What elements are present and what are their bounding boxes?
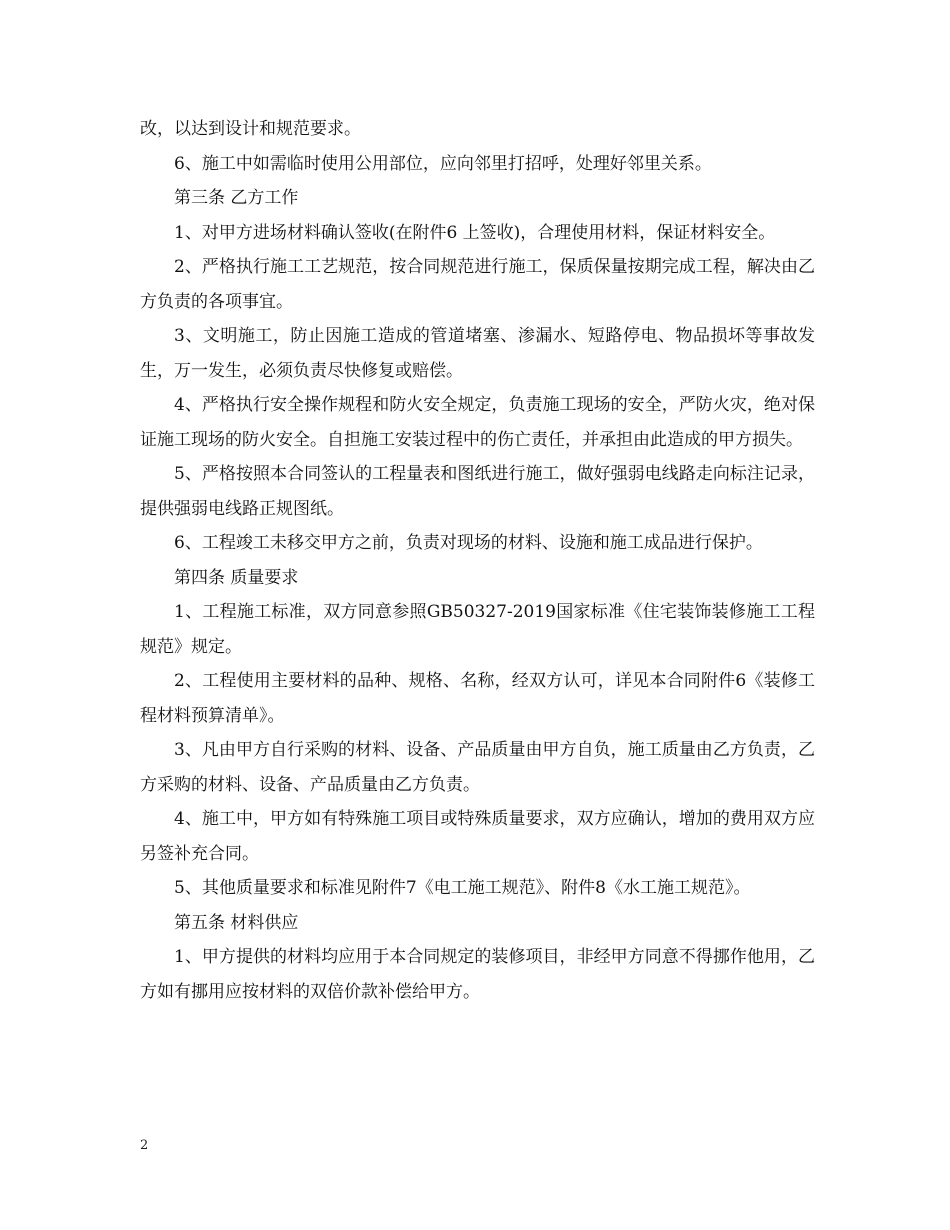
paragraph-item: 1、甲方提供的材料均应用于本合同规定的装修项目，非经甲方同意不得挪作他用，乙方如有挪用应按材料的双倍价款补偿给甲方。	[140, 947, 815, 1002]
paragraph-item: 1、工程施工标准，双方同意参照GB50327-2019国家标准《住宅装饰装修施工工程规范》规定。	[140, 602, 815, 657]
paragraph-item: 4、施工中，甲方如有特殊施工项目或特殊质量要求，双方应确认，增加的费用双方应另签补充合同。	[140, 809, 815, 864]
paragraph-item: 4、严格执行安全操作规程和防火安全规定，负责施工现场的安全，严防火灾，绝对保证施工现场的防火安全。自担施工安装过程中的伤亡责任，并承担由此造成的甲方损失。	[140, 395, 815, 450]
document-body	[140, 112, 815, 1009]
paragraph-item: 6、施工中如需临时使用公用部位，应向邻里打招呼，处理好邻里关系。	[174, 153, 712, 174]
paragraph-item: 5、严格按照本合同签认的工程量表和图纸进行施工，做好强弱电线路走向标注记录，提供强弱电线路正规图纸。	[140, 464, 815, 519]
paragraph-item: 3、文明施工，防止因施工造成的管道堵塞、渗漏水、短路停电、物品损坏等事故发生，万一发生，必须负责尽快修复或赔偿。	[140, 326, 815, 381]
section-heading: 第四条 质量要求	[174, 567, 299, 588]
paragraph-continuation: 改，以达到设计和规范要求。	[140, 119, 361, 139]
paragraph-item: 3、凡由甲方自行采购的材料、设备、产品质量由甲方自负，施工质量由乙方负责，乙方采购的材料、设备、产品质量由乙方负责。	[140, 740, 815, 795]
paragraph-item: 6、工程竣工未移交甲方之前，负责对现场的材料、设施和施工成品进行保护。	[174, 533, 763, 553]
paragraph-item: 1、对甲方进场材料确认签收(在附件6 上签收)，合理使用材料，保证材料安全。	[174, 222, 776, 243]
paragraph-item: 2、工程使用主要材料的品种、规格、名称，经双方认可，详见本合同附件6《装修工程材料预算清单》。	[140, 671, 815, 726]
paragraph-item: 2、严格执行施工工艺规范，按合同规范进行施工，保质保量按期完成工程，解决由乙方负责的各项事宜。	[140, 257, 815, 312]
section-heading: 第五条 材料供应	[174, 912, 299, 933]
page-number: 2	[140, 1138, 149, 1153]
section-heading: 第三条 乙方工作	[174, 188, 299, 208]
paragraph-item: 5、其他质量要求和标准见附件7《电工施工规范》、附件8《水工施工规范》。	[174, 878, 751, 898]
